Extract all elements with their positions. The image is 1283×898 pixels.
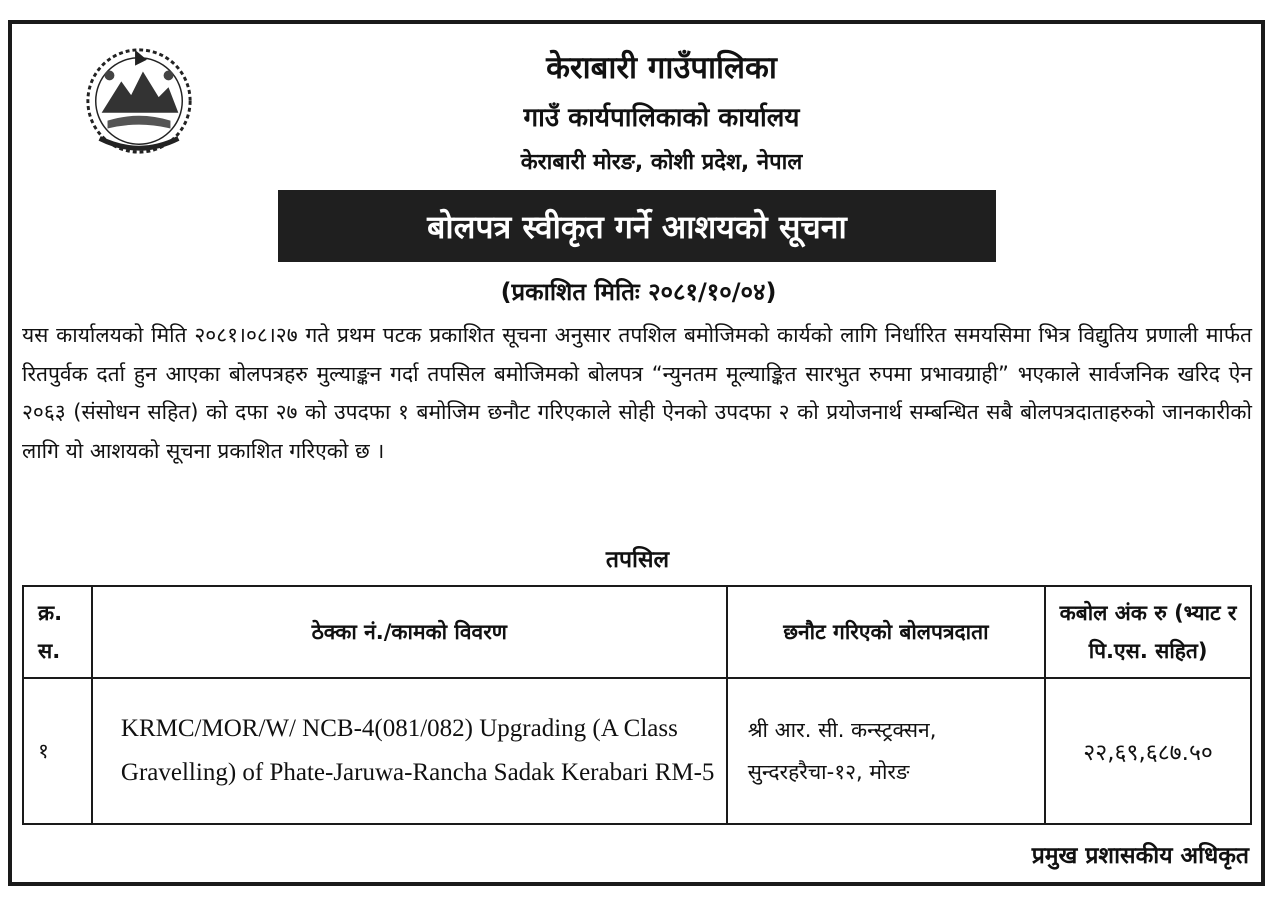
notice-body: यस कार्यालयको मिति २०८१।०८।२७ गते प्रथम पटक प्रकाशित सूचना अनुसार तपशिल बमोजिमको कार्यको लागि निर्धारित समयसिमा भित्र विद्युतिय प्रणाली मार्फत रितपुर्वक दर्ता हुन आएका बोलपत्रहरु मुल्याङ्कन गर्दा तपसिल बमोजिमको बोलपत्र “न्युनतम मूल्याङ्कित सारभुत रुपमा प्रभावग्राही” भएकाले सार्वजनिक खरिद ऐन २०६३ (संसोधन सहित) को दफा २७ को उपदफा १ बमोजिम छनौट गरिएकाले सोही ऐनको उपदफा २ को प्रयोजनार्थ सम्बन्धित सबै बोलपत्रदाताहरुको जानकारीको लागि यो आशयको सूचना प्रकाशित गरिएको छ । — [22, 323, 1252, 463]
cell-contract: KRMC/MOR/W/ NCB-4(081/082) Upgrading (A Class Gravelling) of Phate-Jaruwa-Rancha Sadak Kerabari RM-5 — [92, 678, 727, 824]
award-table — [22, 585, 1252, 825]
published-date: (प्रकाशित मितिः २०८१/१०/०४) — [500, 278, 777, 306]
org-name: केराबारी गाउँपालिका — [546, 50, 777, 86]
header-amount: कबोल अंक रु (भ्याट र पि.एस. सहित) — [1045, 586, 1251, 678]
cell-sn: १ — [23, 678, 92, 824]
office-name: गाउँ कार्यपालिकाको कार्यालय — [523, 103, 800, 133]
tapasil-heading: तपसिल — [605, 547, 670, 573]
notice-title-banner — [278, 190, 996, 262]
signatory-title: प्रमुख प्रशासकीय अधिकृत — [1031, 843, 1249, 869]
cell-bidder: श्री आर. सी. कन्स्ट्रक्सन, सुन्दरहरैचा-१२, मोरङ — [727, 678, 1045, 824]
office-address: केराबारी मोरङ, कोशी प्रदेश, नेपाल — [520, 150, 803, 175]
table-row — [23, 678, 1251, 824]
table-header-row — [23, 586, 1251, 678]
cell-amount: २२,६९,६८७.५० — [1045, 678, 1251, 824]
header-contract: ठेक्का नं./कामको विवरण — [92, 586, 727, 678]
notice-title: बोलपत्र स्वीकृत गर्ने आशयको सूचना — [427, 207, 847, 246]
header-bidder: छनौट गरिएको बोलपत्रदाता — [727, 586, 1045, 678]
header-sn: क्र. स. — [23, 586, 92, 678]
